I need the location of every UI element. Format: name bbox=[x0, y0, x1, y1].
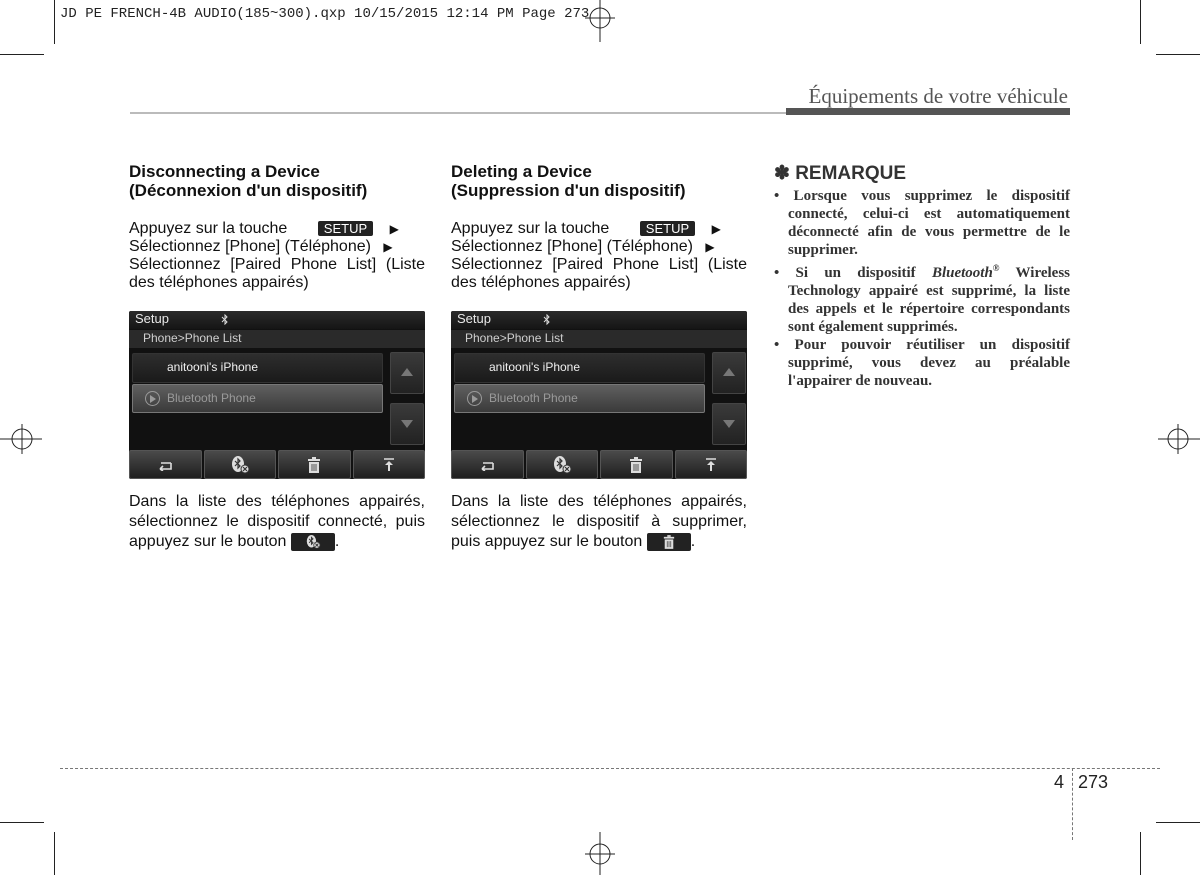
delete-button[interactable] bbox=[600, 450, 673, 479]
chapter-number: 4 bbox=[1054, 772, 1065, 792]
footer-rule bbox=[60, 768, 1160, 769]
scroll-up-button[interactable] bbox=[390, 352, 424, 394]
phone-name: anitooni's iPhone bbox=[167, 360, 259, 374]
header-rule-accent bbox=[786, 108, 1070, 115]
home-button[interactable] bbox=[353, 450, 426, 479]
instruction-text: Sélectionnez [Phone] (Téléphone) bbox=[451, 238, 693, 255]
trash-icon bbox=[629, 457, 643, 473]
note-item-text: • Si un dispositif bbox=[774, 265, 916, 281]
crop-mark bbox=[54, 832, 55, 875]
phone-name: Bluetooth Phone bbox=[489, 391, 578, 405]
heading-line: Deleting a Device bbox=[451, 162, 592, 181]
screen-breadcrumb bbox=[451, 330, 747, 348]
screen-title: Setup bbox=[457, 311, 491, 326]
screen-breadcrumb bbox=[129, 330, 425, 348]
phone-name: anitooni's iPhone bbox=[489, 360, 581, 374]
section-delete bbox=[451, 162, 747, 292]
setup-screen bbox=[451, 311, 747, 479]
sentence-end: . bbox=[334, 533, 340, 550]
heading-line: (Déconnexion d'un dispositif) bbox=[129, 181, 368, 200]
crop-mark bbox=[1156, 822, 1200, 823]
phone-name: Bluetooth Phone bbox=[167, 391, 256, 405]
down-arrow-icon bbox=[723, 420, 735, 428]
crop-mark bbox=[0, 54, 44, 55]
arrow-right-icon: ▶ bbox=[383, 240, 393, 254]
section-disconnect-result bbox=[129, 492, 425, 552]
instruction-text: Appuyez sur la touche bbox=[129, 220, 288, 237]
back-icon bbox=[479, 459, 495, 471]
screen-button-bar bbox=[129, 450, 425, 479]
delete-button[interactable] bbox=[278, 450, 351, 479]
phone-list-item[interactable] bbox=[132, 353, 383, 383]
play-icon bbox=[467, 391, 482, 406]
arrow-right-icon: ▶ bbox=[705, 240, 715, 254]
result-sentence: Dans la liste des téléphones appairés, sélectionnez le dispositif à supprimer, puis appuyez sur le bouton bbox=[451, 493, 747, 550]
instruction-line: Sélectionnez [Paired Phone List] (Liste des téléphones appairés) bbox=[451, 256, 747, 291]
instruction-text: Appuyez sur la touche bbox=[451, 220, 610, 237]
registration-mark-right bbox=[1158, 424, 1200, 454]
bluetooth-disconnect-icon bbox=[230, 456, 250, 474]
screen-title-bar bbox=[451, 311, 747, 329]
scroll-down-button[interactable] bbox=[712, 403, 746, 445]
instruction-line bbox=[451, 238, 747, 256]
section-heading bbox=[129, 162, 425, 200]
registration-mark-top bbox=[585, 0, 615, 42]
note-item: • Lorsque vous supprimez le dispositif connecté, celui-ci est automatiquement déconnecté afin de vous permettre de le supprimer. bbox=[774, 188, 1070, 258]
registration-mark-left bbox=[0, 424, 42, 454]
heading-line: (Suppression d'un dispositif) bbox=[451, 181, 686, 200]
bluetooth-disconnect-icon bbox=[552, 456, 572, 474]
note-item bbox=[774, 259, 1070, 336]
crop-mark bbox=[1156, 54, 1200, 55]
setup-key-badge: SETUP bbox=[318, 221, 373, 236]
crop-mark bbox=[1140, 832, 1141, 875]
sentence-end: . bbox=[690, 533, 696, 550]
note-item: • Pour pouvoir réutiliser un dispositif supprimé, vous devez au préalable l'appairer de nouveau. bbox=[774, 337, 1070, 389]
setup-screen bbox=[129, 311, 425, 479]
instruction-text: Sélectionnez [Phone] (Téléphone) bbox=[129, 238, 371, 255]
back-icon bbox=[157, 459, 173, 471]
section-delete-result bbox=[451, 492, 747, 552]
page-title: Équipements de votre véhicule bbox=[808, 84, 1068, 108]
result-sentence: Dans la liste des téléphones appairés, sélectionnez le dispositif connecté, puis appuyez sur le bouton bbox=[129, 493, 425, 550]
crop-mark bbox=[0, 822, 44, 823]
footer-divider bbox=[1072, 768, 1073, 840]
trash-icon bbox=[307, 457, 321, 473]
inline-delete-button bbox=[647, 533, 691, 551]
inline-disconnect-button bbox=[291, 533, 335, 551]
result-text bbox=[451, 492, 747, 552]
setup-key-badge: SETUP bbox=[640, 221, 695, 236]
crop-mark bbox=[54, 0, 55, 44]
note-title: ✽ REMARQUE bbox=[774, 163, 907, 184]
screen-button-bar bbox=[451, 450, 747, 479]
note-box bbox=[774, 162, 1070, 390]
arrow-right-icon: ▶ bbox=[389, 222, 399, 236]
scroll-down-button[interactable] bbox=[390, 403, 424, 445]
home-icon bbox=[382, 458, 396, 472]
play-icon bbox=[145, 391, 160, 406]
brand-name: Bluetooth bbox=[931, 265, 993, 281]
down-arrow-icon bbox=[401, 420, 413, 428]
instruction-line bbox=[451, 220, 747, 238]
registration-mark-bottom bbox=[585, 832, 615, 875]
back-button[interactable] bbox=[129, 450, 202, 479]
section-heading bbox=[451, 162, 747, 200]
instruction-line bbox=[129, 238, 425, 256]
trash-icon bbox=[663, 535, 675, 549]
section-disconnect bbox=[129, 162, 425, 292]
phone-list-item-selected[interactable] bbox=[454, 384, 705, 413]
arrow-right-icon: ▶ bbox=[711, 222, 721, 236]
breadcrumb-text: Phone>Phone List bbox=[465, 331, 564, 345]
scroll-up-button[interactable] bbox=[712, 352, 746, 394]
up-arrow-icon bbox=[723, 368, 735, 376]
result-text bbox=[129, 492, 425, 552]
registered-mark: ® bbox=[992, 263, 1000, 273]
page-number: 273 bbox=[1078, 772, 1109, 792]
up-arrow-icon bbox=[401, 368, 413, 376]
screen-title-bar bbox=[129, 311, 425, 329]
screen-title: Setup bbox=[135, 311, 169, 326]
note-item-text: Wireless Technology appairé est supprimé, la liste des appels et le répertoire correspondants sont également supprimés. bbox=[788, 265, 1070, 335]
home-icon bbox=[704, 458, 718, 472]
phone-list-item[interactable] bbox=[454, 353, 705, 383]
disconnect-button[interactable] bbox=[526, 450, 599, 479]
bluetooth-icon bbox=[543, 314, 551, 325]
note-list bbox=[774, 187, 1070, 390]
bluetooth-icon bbox=[221, 314, 229, 325]
instruction-line bbox=[129, 220, 425, 238]
bluetooth-disconnect-icon bbox=[305, 535, 321, 549]
crop-mark bbox=[1140, 0, 1141, 44]
home-button[interactable] bbox=[675, 450, 748, 479]
phone-list-item-selected[interactable] bbox=[132, 384, 383, 413]
breadcrumb-text: Phone>Phone List bbox=[143, 331, 242, 345]
heading-line: Disconnecting a Device bbox=[129, 162, 320, 181]
file-slug: JD PE FRENCH-4B AUDIO(185~300).qxp 10/15/2015 12:14 PM Page 273 bbox=[60, 6, 590, 22]
disconnect-button[interactable] bbox=[204, 450, 277, 479]
instruction-line: Sélectionnez [Paired Phone List] (Liste des téléphones appairés) bbox=[129, 256, 425, 291]
back-button[interactable] bbox=[451, 450, 524, 479]
